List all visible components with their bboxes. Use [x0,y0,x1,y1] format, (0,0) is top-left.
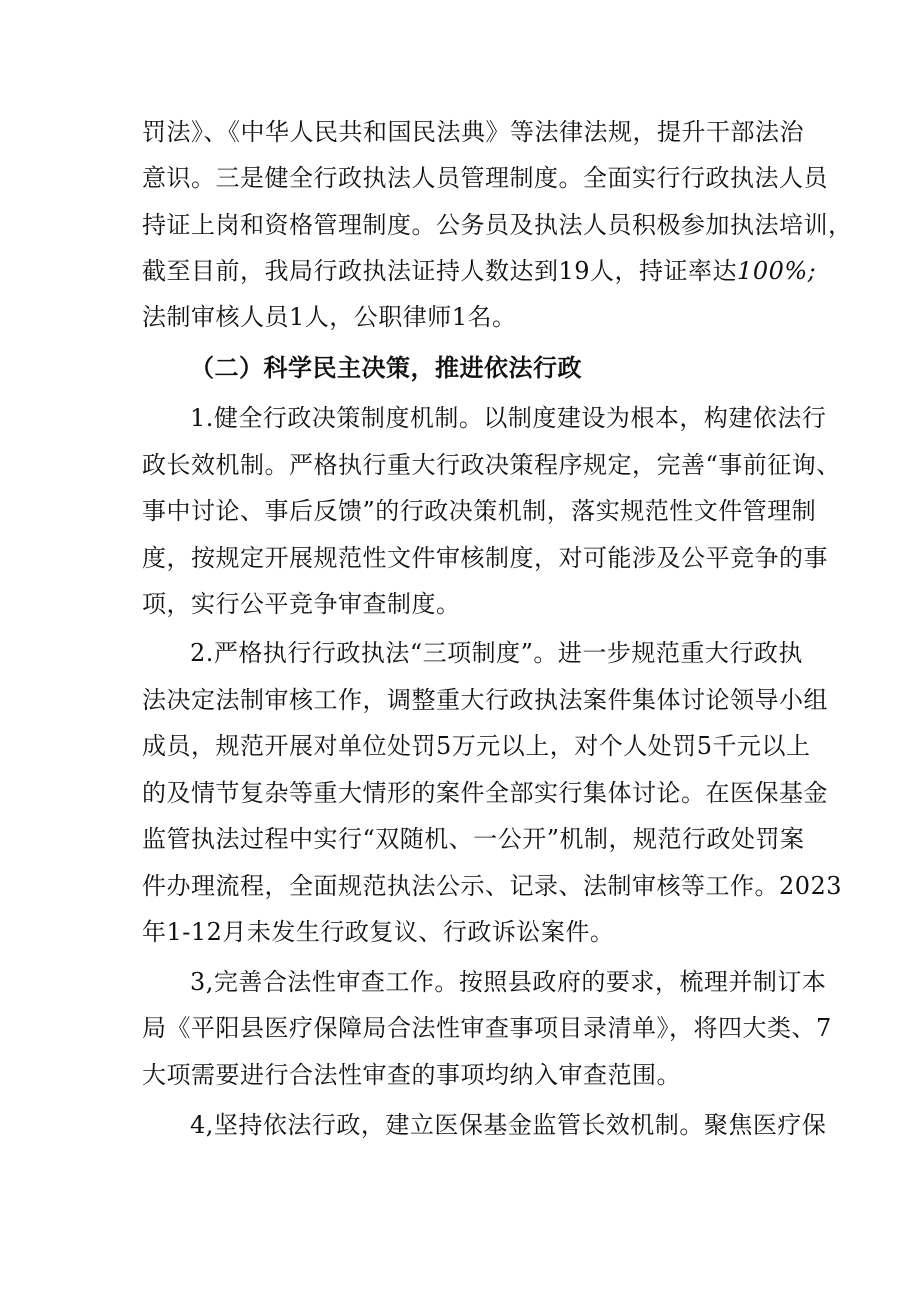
text-line: 事中讨论、事后反馈”的行政决策机制，落实规范性文件管理制 [142,497,817,525]
text-line: 项，实行公平竞争审查制度。 [142,590,461,618]
text-line: 的及情节复杂等重大情形的案件全部实行集体讨论。在医保基金 [142,779,828,807]
text-line: 法制审核人员1人，公职律师1名。 [142,303,517,331]
text-segment: 截至目前，我局行政执法证持人数达到19人，持证率达 [142,257,738,285]
text-line: 局《平阳县医疗保障局合法性审查事项目录清单》，将四大类、7 [142,1014,832,1042]
text-line [142,256,817,286]
text-line: 持证上岗和资格管理制度。公务员及执法人员积极参加执法培训， [142,211,853,239]
text-line: 成员，规范开展对单位处罚5万元以上，对个人处罚5千元以上 [142,732,811,760]
section-heading: （二）科学民主决策，推进依法行政 [190,353,582,382]
text-line: 监管执法过程中实行“双随机、一公开”机制，规范行政处罚案 [142,825,805,853]
text-line: 政长效机制。严格执行重大行政决策程序规定，完善“事前征询、 [142,451,841,479]
text-line: 年1-12月未发生行政复议、行政诉讼案件。 [142,918,615,946]
percentage-value: 100%; [737,257,817,285]
text-line: 法决定法制审核工作，调整重大行政执法案件集体讨论领导小组 [142,686,828,714]
text-line: 件办理流程，全面规范执法公示、记录、法制审核等工作。2023 [142,872,843,900]
text-line: 罚法》、《中华人民共和国民法典》等法律法规，提升干部法治 [142,118,804,146]
text-line: 度，按规定开展规范性文件审核制度，对可能涉及公平竞争的事 [142,544,828,572]
text-line: 3,完善合法性审查工作。按照县政府的要求，梳理并制订本 [190,968,827,996]
text-line: 1.健全行政决策制度机制。以制度建设为根本，构建依法行 [190,404,827,432]
text-line: 2.严格执行行政执法“三项制度”。进一步规范重大行政执 [190,639,803,667]
text-line: 大项需要进行合法性审查的事项均纳入审查范围。 [142,1061,681,1089]
text-line: 意识。三是健全行政执法人员管理制度。全面实行行政执法人员 [142,164,828,192]
text-line: 4,坚持依法行政，建立医保基金监管长效机制。聚焦医疗保 [190,1111,827,1139]
